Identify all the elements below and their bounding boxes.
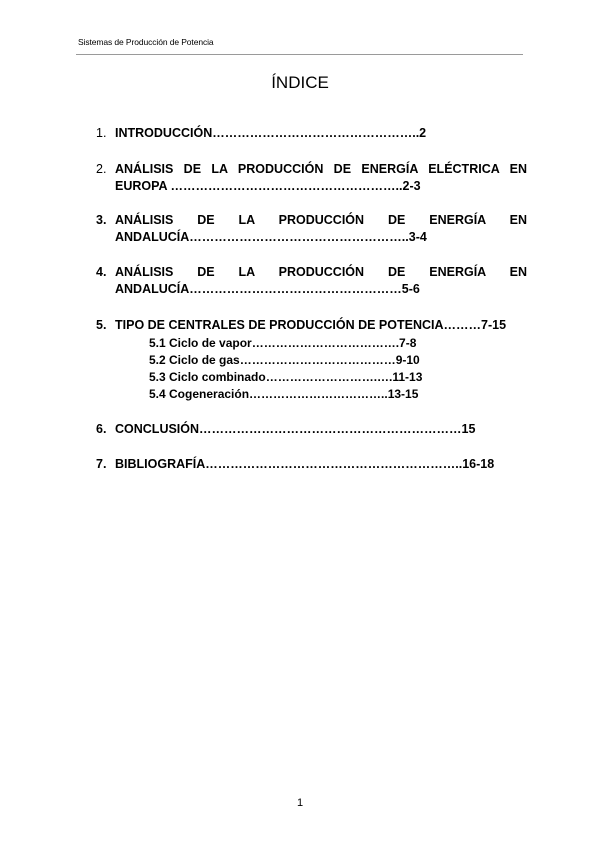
toc-entry-text: ANÁLISIS DE LA PRODUCCIÓN DE ENERGÍA EN [115, 213, 527, 227]
toc-entry-text: INTRODUCCIÓN…………………………………………..2 [115, 126, 427, 140]
toc-entry-text: CONCLUSIÓN………………………………………………………15 [115, 422, 476, 436]
toc-subentry: 5.4 Cogeneración……………………………..13-15 [149, 387, 419, 401]
toc-entry-text: BIBLIOGRAFÍA……………………………………………………..16-18 [115, 457, 495, 471]
toc-entry-number: 1. [96, 126, 107, 140]
toc-entry [96, 264, 527, 298]
toc-entry-number: 2. [96, 162, 107, 176]
toc-entry [96, 125, 527, 142]
toc-entry-text: ANÁLISIS DE LA PRODUCCIÓN DE ENERGÍA ELÉCTRICA EN [115, 162, 527, 176]
toc-entry [96, 456, 527, 473]
toc-entry-number: 3. [96, 213, 107, 227]
toc-entry [96, 161, 527, 195]
toc-entry-number: 6. [96, 422, 107, 436]
toc-subentry: 5.1 Ciclo de vapor……………………………….7-8 [149, 336, 417, 350]
page-number: 1 [296, 797, 304, 809]
toc-entry [96, 212, 527, 246]
toc-entry [96, 317, 527, 334]
toc-entry-text: TIPO DE CENTRALES DE PRODUCCIÓN DE POTENCIA………7-15 [115, 318, 507, 332]
toc-subentry: 5.3 Ciclo combinado……………………….….11-13 [149, 370, 423, 384]
toc-entry [96, 421, 527, 438]
running-header-title: Sistemas de Producción de Potencia [78, 37, 214, 47]
toc-title: ÍNDICE [271, 73, 329, 92]
toc-entry-text: ANÁLISIS DE LA PRODUCCIÓN DE ENERGÍA EN [115, 265, 527, 279]
toc-subentry: 5.2 Ciclo de gas…………………………………9-10 [149, 353, 420, 367]
toc-entry-number: 4. [96, 265, 107, 279]
toc-entry-number: 5. [96, 318, 107, 332]
toc-entry-text-continued: EUROPA ………………………………………………..2-3 [115, 179, 421, 193]
header-rule [76, 54, 523, 55]
toc-entry-text-continued: ANDALUCÍA……………………………………………5-6 [115, 282, 420, 296]
toc-entry-text-continued: ANDALUCÍA……………………………………………..3-4 [115, 230, 427, 244]
toc-entry-number: 7. [96, 457, 107, 471]
